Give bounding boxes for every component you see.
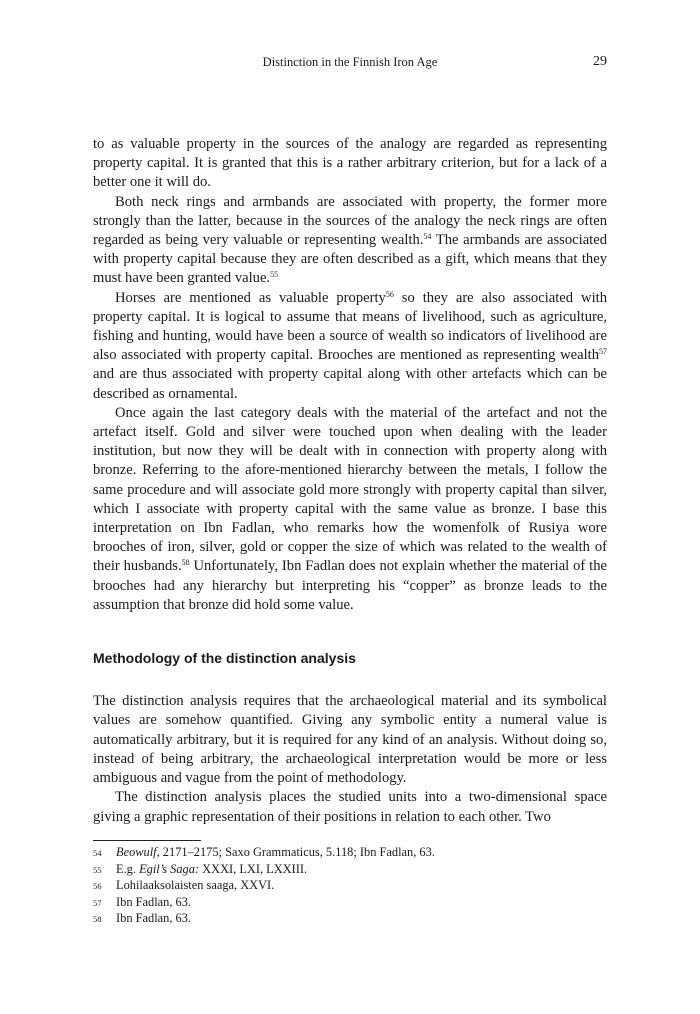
paragraph	[93, 692, 607, 788]
paragraph	[93, 404, 607, 615]
footnote-body: , 2171–2175; Saxo Grammaticus, 5.118; Ibn Fadlan, 63.	[156, 845, 435, 859]
paragraph	[93, 135, 607, 193]
footnote-prefix: E.g.	[116, 861, 140, 876]
footnote-number: 58	[93, 914, 102, 925]
running-title: Distinction in the Finnish Iron Age	[262, 55, 438, 69]
footnote	[93, 878, 607, 895]
paragraph	[93, 289, 607, 404]
paragraph	[93, 788, 607, 826]
paragraph-text: so they are also associated with property capital. It is logical to assume that means of livelihood, such as agriculture, fishing and hunting, would have been a source of wealth so indicators of livelihood are also associated with property capital. Brooches are mentioned as representing wealth	[93, 289, 607, 364]
section-heading: Methodology of the distinction analysis	[93, 650, 356, 667]
footnote-number: 57	[93, 897, 102, 908]
footnote-text: Ibn Fadlan, 63.	[116, 894, 192, 909]
paragraph-text: and are thus associated with property capital along with other artefacts which can be described as ornamental.	[93, 366, 607, 402]
footnote-number: 56	[93, 881, 102, 892]
footnote-title: Egil’s Saga:	[139, 861, 200, 876]
paragraph	[93, 193, 607, 289]
footnote-ref[interactable]: 58	[181, 558, 190, 568]
footnote	[93, 862, 607, 879]
footnote-body: XXXI, LXI, LXXIII.	[199, 861, 308, 876]
footnote-ref[interactable]: 54	[423, 232, 432, 242]
paragraph-text: Unfortunately, Ibn Fadlan does not explain whether the material of the brooches had any hierarchy but interpreting his “copper” as bronze leads to the assumption that bronze did hold some value.	[93, 558, 607, 613]
paragraph-text: Both neck rings and armbands are associated with property, the former more strongly than the latter, because in the sources of the analogy the neck rings are often regarded as being very valuable or representing wealth.	[93, 193, 607, 249]
paragraph-text: Once again the last category deals with the material of the artefact and not the artefact itself. Gold and silver were touched upon when dealing with the leader institution, but now they will be dealt with in connection with property along with bronze. Referring to the afore-mentioned hierarchy between the metals, I follow the same procedure and will associate gold more strongly with property capital than silver, which I associate with property capital with the same value as bronze. I base this interpretation on Ibn Fadlan, who remarks how the womenfolk of Rusiya wore brooches of iron, silver, gold or copper the size of which was related to the wealth of their husbands.	[93, 404, 607, 575]
footnotes	[93, 845, 607, 928]
paragraph-text: Horses are mentioned as valuable property	[115, 289, 386, 306]
footnote	[93, 911, 607, 928]
footnote-title: Beowulf	[116, 845, 157, 859]
footnote-number: 55	[93, 864, 102, 875]
footnote-separator	[93, 840, 201, 841]
paragraph-text: The distinction analysis places the studied units into a two-dimensional space giving a graphic representation of their positions in relation to each other. Two	[93, 789, 607, 825]
footnote-text: Lohilaaksolaisten saaga, XXVI.	[116, 878, 275, 893]
paragraph-text: to as valuable property in the sources of the analogy are regarded as representing property capital. It is granted that this is a rather arbitrary criterion, but for a lack of a better one it will do.	[93, 136, 607, 191]
footnote-ref[interactable]: 57	[599, 347, 607, 357]
footnote-text: Ibn Fadlan, 63.	[116, 911, 192, 926]
footnote-ref[interactable]: 56	[385, 289, 394, 299]
paragraph-text: The armbands are associated with property capital because they are often described as a gift, which means that they must have been granted value.	[93, 232, 607, 287]
footnote-ref[interactable]: 55	[270, 270, 279, 280]
footnote-text	[116, 845, 435, 862]
footnote	[93, 895, 607, 912]
paragraph-text: The distinction analysis requires that the archaeological material and its symbolical values are somehow quantified. Giving any symbolic entity a numeral value is automatically arbitrary, but it is required for any kind of an analysis. Without doing so, instead of being arbitrary, the archaeological interpretation would be more or less ambiguous and vague from the point of methodology.	[93, 693, 607, 787]
footnote-text	[116, 862, 307, 879]
body-text	[93, 135, 607, 827]
page-number: 29	[593, 54, 607, 69]
footnote	[93, 845, 607, 862]
footnote-number: 54	[93, 848, 102, 858]
